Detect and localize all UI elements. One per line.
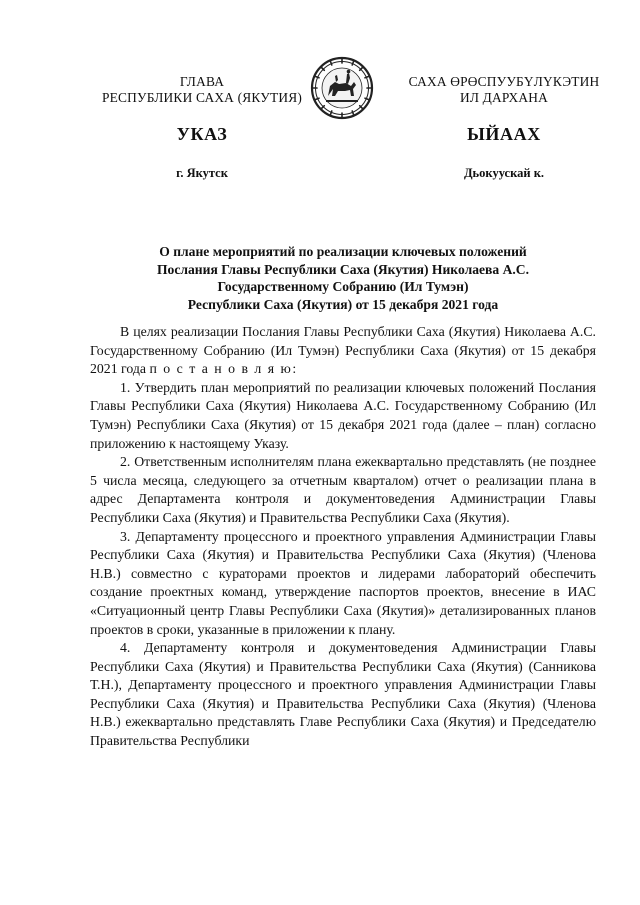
decree-title (90, 243, 596, 313)
decree-word: п о с т а н о в л я ю: (149, 361, 298, 377)
paragraph-3: 3. Департаменту процессного и проектного управления Администрации Главы Республики Саха (Якутия) и Правительства Республики Саха (Якутия) (Членова Н.В.) совместно с кураторами проектов и лидерами лабораторий обеспечить создание проектных команд, утверждение паспортов проектов, внесение в ИАС «Ситуационный центр Главы Республики Саха (Якутия)» детализированных планов проектов в сроки, указанные в приложении к плану. (90, 528, 596, 637)
coat-of-arms-emblem-icon (310, 56, 374, 120)
paragraph-1: 1. Утвердить план мероприятий по реализации ключевых положений Послания Главы Республики Саха (Якутия) Николаева А.С. Государственному Собранию (Ил Тумэн) Республики Саха (Якутия) от 15 декабря 2021 года (далее – план) согласно приложению к настоящему Указу. (90, 379, 596, 451)
header-left-line1: ГЛАВА (179, 74, 225, 89)
title-line-4: Республики Саха (Якутия) от 15 декабря 2021 года (187, 296, 499, 312)
city-yakutsk: г. Якутск (176, 166, 228, 180)
paragraph-2: 2. Ответственным исполнителям плана ежеквартально представлять (не позднее 5 числа месяца, следующего за отчетным кварталом) отчет о реализации плана в адрес Департамента контроля и документоведения Администрации Главы Республики Саха (Якутия) и Правительства Республики Саха (Якутия). (90, 454, 596, 525)
doc-type-ukaz: УКАЗ (176, 124, 228, 144)
header-left-line2: РЕСПУБЛИКИ САХА (ЯКУТИЯ) (102, 90, 302, 105)
title-line-1: О плане мероприятий по реализации ключевых положений (159, 244, 527, 259)
doc-type-yiaakh: ЫЙААХ (467, 124, 541, 144)
decree-body (90, 323, 596, 751)
header-right-line2: ИЛ ДАРХАНА (459, 90, 549, 105)
header-right-line1: САХА ӨРӨСПУУБҮЛҮКЭТИН (408, 74, 600, 89)
header-left-block (86, 74, 318, 106)
paragraph-4: 4. Департаменту контроля и документоведения Администрации Главы Республики Саха (Якутия) и Правительства Республики Саха (Якутия) (Санникова Т.Н.), Департаменту процессного и проектного управления Администрации Главы Республики Саха (Якутия) и Правительства Республики Саха (Якутия) (Членова Н.В.) ежеквартально представлять Главе Республики Саха (Якутия) и Председателю Правительства Республики (90, 640, 596, 749)
title-line-3: Государственному Собранию (Ил Тумэн) (217, 279, 469, 294)
intro-text: В целях реализации Послания Главы Республики Саха (Якутия) Николаева А.С. Государственному Собранию (Ил Тумэн) Республики Саха (Якутия) от 15 декабря 2021 года (90, 324, 596, 377)
title-line-2: Послания Главы Республики Саха (Якутия) Николаева А.С. (156, 261, 530, 277)
header-right-block (388, 74, 620, 106)
intro-paragraph (90, 323, 596, 379)
city-dyokuuskai: Дьокуускай к. (463, 166, 545, 180)
